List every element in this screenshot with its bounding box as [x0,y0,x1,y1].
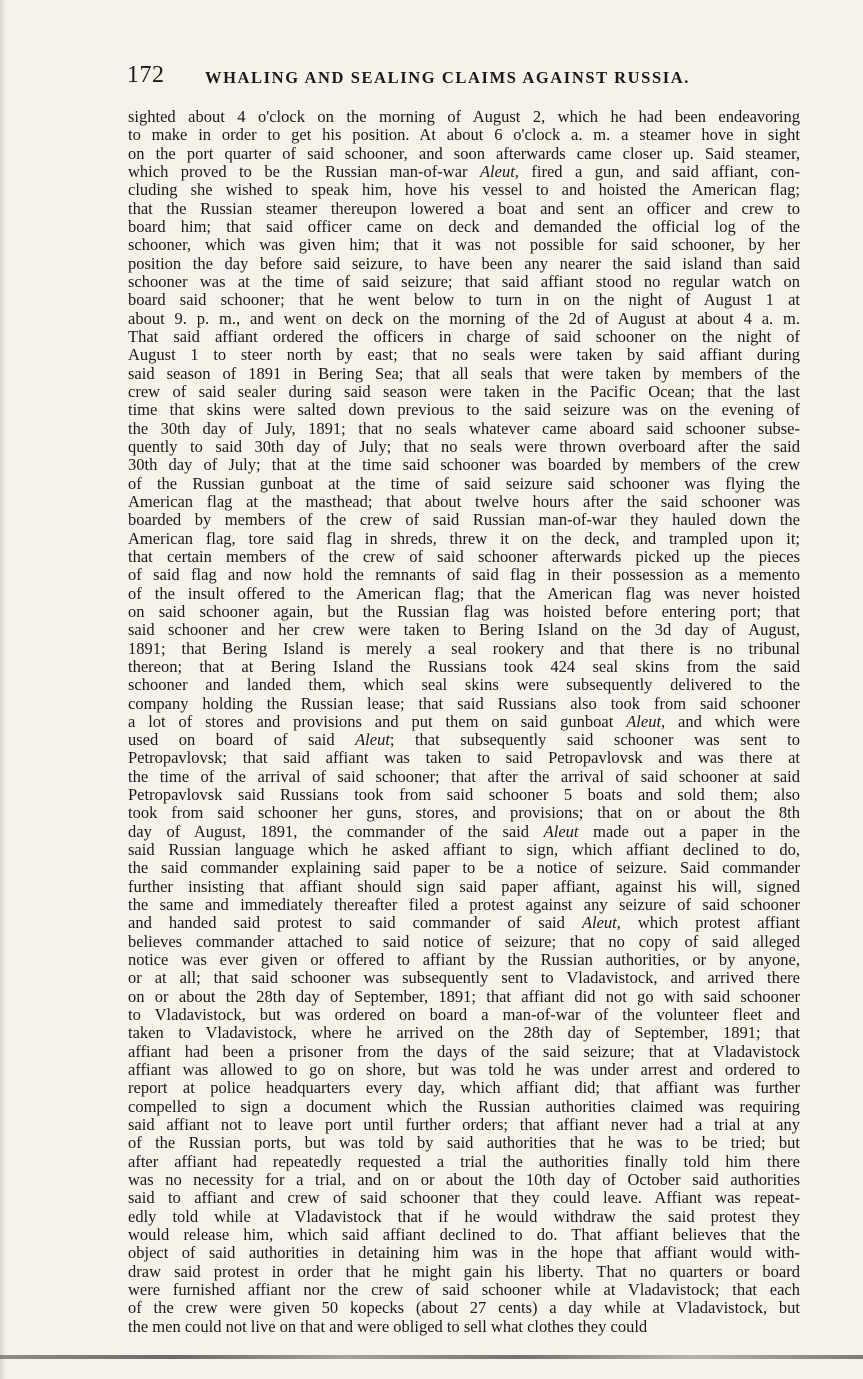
scan-edge-line [0,1355,863,1359]
text-line: Petropavlovsk; that said affiant was taken to said Petropavlovsk and was there at [128,749,800,768]
text-line: said affiant not to leave port until further orders; that affiant never had a trial at any [128,1116,800,1135]
text-line: of the Russian ports, but was told by said authorities that he was to be tried; but [128,1134,800,1153]
text-line: taken to Vladavistock, where he arrived on the 28th day of September, 1891; that [128,1024,800,1043]
text-line: schooner and landed them, which seal skins were subsequently delivered to the [128,676,800,695]
text-line: affiant had been a prisoner from the days of the said seizure; that at Vladavistock [128,1042,800,1061]
page-edge-shadow [0,0,6,1379]
text-line: edly told while at Vladavistock that if he would withdraw the said protest they [128,1207,800,1226]
text-line: that the Russian steamer thereupon lowered a boat and sent an officer and crew to [128,199,800,218]
text-line: took from said schooner her guns, stores, and provisions; that on or about the 8th [128,804,800,823]
text-line: a lot of stores and provisions and put them on said gunboat Aleut, and which were [128,712,800,731]
text-line: 30th day of July; that at the time said schooner was boarded by members of the crew [128,456,800,475]
text-line: American flag, tore said flag in shreds, threw it on the deck, and trampled upon it; [128,529,800,548]
text-line: said schooner and her crew were taken to Bering Island on the 3d day of August, [128,621,800,640]
text-line: further insisting that affiant should sign said paper affiant, against his will, signed [128,877,800,896]
text-line: report at police headquarters every day, which affiant did; that affiant was further [128,1079,800,1098]
text-line: was no necessity for a trial, and on or about the 10th day of October said authorities [128,1171,800,1190]
text-line: that certain members of the crew of said schooner afterwards picked up the pieces [128,547,800,566]
text-line: compelled to sign a document which the Russian authorities claimed was requiring [128,1097,800,1116]
text-line: position the day before said seizure, to have been any nearer the said island than said [128,254,800,273]
text-line: believes commander attached to said notice of seizure; that no copy of said alleged [128,932,800,951]
text-line: on said schooner again, but the Russian flag was hoisted before entering port; that [128,602,800,621]
text-line: thereon; that at Bering Island the Russians took 424 seal skins from the said [128,657,800,676]
text-line: the 30th day of July, 1891; that no seals whatever came aboard said schooner subse- [128,419,800,438]
text-line: board him; that said officer came on deck and demanded the official log of the [128,217,800,236]
text-line: the time of the arrival of said schooner; that after the arrival of said schooner at said [128,767,800,786]
text-line: of the insult offered to the American flag; that the American flag was never hoisted [128,584,800,603]
text-line: company holding the Russian lease; that said Russians also took from said schooner [128,694,800,713]
text-line: said to affiant and crew of said schooner that they could leave. Affiant was repeat- [128,1189,800,1208]
running-head: WHALING AND SEALING CLAIMS AGAINST RUSSIA. [205,68,690,87]
text-line: said Russian language which he asked affiant to sign, which affiant declined to do, [128,841,800,860]
text-line: 1891; that Bering Island is merely a seal rookery and that there is no tribunal [128,639,800,658]
text-line: the said commander explaining said paper to be a notice of seizure. Said commander [128,859,800,878]
body-text [128,108,800,1336]
text-line: schooner was at the time of said seizure; that said affiant stood no regular watch on [128,272,800,291]
text-line: to make in order to get his position. At about 6 o'clock a. m. a steamer hove in sight [128,126,800,145]
text-line: object of said authorities in detaining him was in the hope that affiant would with- [128,1244,800,1263]
text-line: used on board of said Aleut; that subsequently said schooner was sent to [128,731,800,750]
text-line: would release him, which said affiant declined to do. That affiant believes that the [128,1226,800,1245]
text-line: which proved to be the Russian man-of-war Aleut, fired a gun, and said affiant, con- [128,162,800,181]
text-line: of said flag and now hold the remnants of said flag in their possession as a memento [128,566,800,585]
text-line: about 9. p. m., and went on deck on the morning of the 2d of August at about 4 a. m. [128,309,800,328]
text-line: the same and immediately thereafter filed a protest against any seizure of said schooner [128,896,800,915]
text-line: draw said protest in order that he might gain his liberty. That no quarters or board [128,1262,800,1281]
text-line: notice was ever given or offered to affiant by the Russian authorities, or by anyone, [128,951,800,970]
text-line: affiant was allowed to go on shore, but was told he was under arrest and ordered to [128,1061,800,1080]
text-line: of the Russian gunboat at the time of said seizure said schooner was flying the [128,474,800,493]
text-line: August 1 to steer north by east; that no seals were taken by said affiant during [128,346,800,365]
text-line: cluding she wished to speak him, hove his vessel to and hoisted the American flag; [128,181,800,200]
text-line: boarded by members of the crew of said Russian man-of-war they hauled down the [128,511,800,530]
text-line: quently to said 30th day of July; that no seals were thrown overboard after the said [128,437,800,456]
text-line: to Vladavistock, but was ordered on board a man-of-war of the volunteer fleet and [128,1006,800,1025]
text-line: board said schooner; that he went below to turn in on the night of August 1 at [128,291,800,310]
text-line: or at all; that said schooner was subsequently sent to Vladavistock, and arrived there [128,969,800,988]
text-line: the men could not live on that and were obliged to sell what clothes they could [128,1317,648,1336]
text-line: crew of said sealer during said season were taken in the Pacific Ocean; that the last [128,382,800,401]
text-line: after affiant had repeatedly requested a trial the authorities finally told him there [128,1152,800,1171]
text-line: schooner, which was given him; that it was not possible for said schooner, by her [128,236,800,255]
text-line: of the crew were given 50 kopecks (about 27 cents) a day while at Vladavistock, but [128,1299,800,1318]
page-header [127,62,807,92]
text-line: on or about the 28th day of September, 1891; that affiant did not go with said schooner [128,987,800,1006]
text-line: That said affiant ordered the officers in charge of said schooner on the night of [128,327,800,346]
text-line: time that skins were salted down previous to the said seizure was on the evening of [128,401,800,420]
text-line: were furnished affiant nor the crew of said schooner while at Vladavistock; that each [128,1281,800,1299]
text-line: on the port quarter of said schooner, and soon afterwards came closer up. Said steamer, [128,144,800,163]
page-number: 172 [127,62,165,88]
text-line: Petropavlovsk said Russians took from said schooner 5 boats and sold them; also [128,786,800,805]
text-line: and handed said protest to said commander of said Aleut, which protest affiant [128,914,800,933]
text-line: sighted about 4 o'clock on the morning of August 2, which he had been endeavoring [128,108,800,126]
text-line: American flag at the masthead; that about twelve hours after the said schooner was [128,492,800,511]
text-line: said season of 1891 in Bering Sea; that all seals that were taken by members of the [128,364,800,383]
text-line: day of August, 1891, the commander of the said Aleut made out a paper in the [128,822,800,841]
